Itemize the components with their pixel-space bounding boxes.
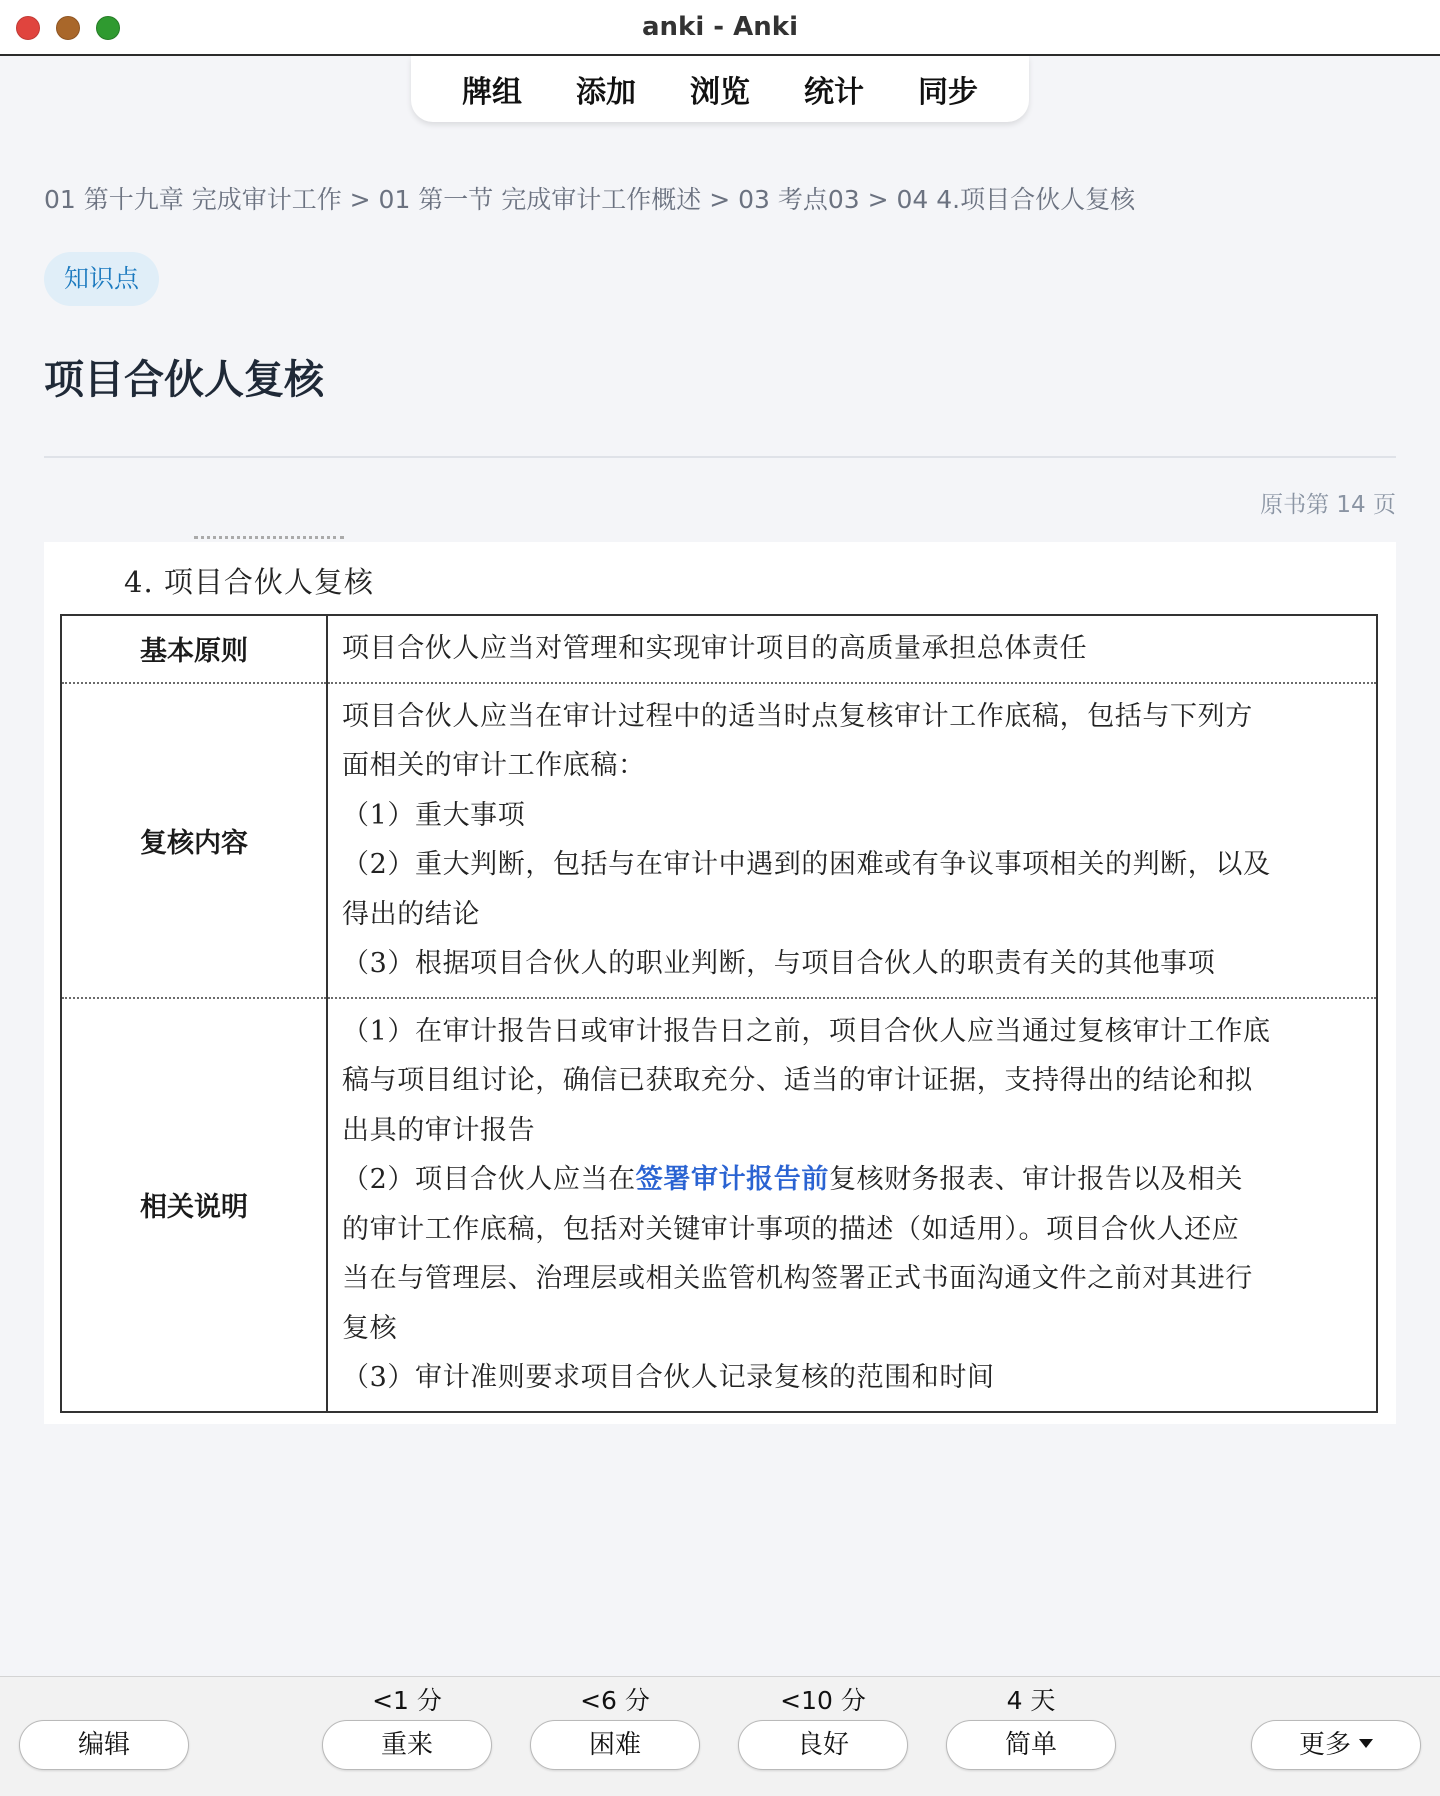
scanned-page-image (44, 542, 1396, 1424)
top-toolbar (411, 56, 1029, 122)
page-reference: 原书第 14 页 (1260, 492, 1396, 518)
more-button[interactable] (1251, 1720, 1421, 1770)
good-interval: <10 分 (780, 1686, 866, 1715)
edit-button[interactable]: 编辑 (19, 1720, 189, 1770)
row-content (327, 998, 1377, 1412)
row-content (327, 615, 1377, 683)
cropped-text-fragment (194, 536, 344, 546)
content-line: 的审计工作底稿，包括对关键审计事项的描述（如适用）。项目合伙人还应 (342, 1213, 1240, 1245)
content-line: 项目合伙人应当对管理和实现审计项目的高质量承担总体责任 (342, 633, 1088, 664)
nav-decks[interactable]: 牌组 (462, 75, 522, 110)
title-divider (44, 456, 1396, 458)
content-line: 面相关的审计工作底稿： (342, 750, 646, 781)
row-content (327, 683, 1377, 998)
again-button[interactable]: 重来 (322, 1720, 492, 1770)
content-line: （3）根据项目合伙人的职业判断，与项目合伙人的职责有关的其他事项 (342, 948, 1216, 979)
answer-bar (0, 1676, 1440, 1796)
card-title: 项目合伙人复核 (44, 357, 324, 403)
row-label: 复核内容 (61, 683, 327, 998)
content-line: （1）在审计报告日或审计报告日之前，项目合伙人应当通过复核审计工作底 (342, 1015, 1271, 1047)
easy-interval: 4 天 (1006, 1686, 1056, 1715)
line-text: （2）项目合伙人应当在 (342, 1164, 636, 1195)
content-line-highlighted (342, 1155, 1362, 1205)
content-line: （1）重大事项 (342, 799, 526, 831)
review-table (60, 614, 1378, 1413)
content-line: 复核 (342, 1312, 398, 1344)
line-text: 复核财务报表、审计报告以及相关 (828, 1164, 1243, 1195)
content-line: 稿与项目组讨论，确信已获取充分、适当的审计证据，支持得出的结论和拟 (342, 1065, 1253, 1096)
content-line: （3）审计准则要求项目合伙人记录复核的范围和时间 (342, 1362, 995, 1393)
nav-stats[interactable]: 统计 (804, 75, 864, 110)
window-title: anki - Anki (642, 12, 798, 42)
content-line: 得出的结论 (342, 898, 480, 930)
table-row (61, 683, 1377, 998)
content-line: 当在与管理层、治理层或相关监管机构签署正式书面沟通文件之前对其进行 (342, 1263, 1253, 1294)
content-line: 项目合伙人应当在审计过程中的适当时点复核审计工作底稿，包括与下列方 (342, 700, 1253, 732)
content-line: 出具的审计报告 (342, 1114, 536, 1146)
good-button[interactable]: 良好 (738, 1720, 908, 1770)
row-label: 相关说明 (61, 998, 327, 1412)
scan-heading: 4. 项目合伙人复核 (124, 565, 374, 599)
nav-sync[interactable]: 同步 (918, 75, 978, 110)
more-label: 更多 (1298, 1730, 1351, 1760)
table-row (61, 998, 1377, 1412)
table-row (61, 615, 1377, 683)
nav-browse[interactable]: 浏览 (690, 75, 750, 110)
again-interval: <1 分 (372, 1686, 442, 1715)
card-tag-badge: 知识点 (44, 252, 159, 306)
easy-button[interactable]: 简单 (946, 1720, 1116, 1770)
hard-button[interactable]: 困难 (530, 1720, 700, 1770)
title-bar (0, 0, 1440, 56)
row-label: 基本原则 (61, 615, 327, 683)
highlighted-phrase: 签署审计报告前 (635, 1164, 829, 1195)
content-line: （2）重大判断，包括与在审计中遇到的困难或有争议事项相关的判断，以及 (342, 849, 1271, 880)
breadcrumb: 01 第十九章 完成审计工作 > 01 第一节 完成审计工作概述 > 03 考点03 > 04 4.项目合伙人复核 (44, 185, 1136, 214)
chevron-down-icon (1359, 1739, 1373, 1748)
nav-add[interactable]: 添加 (576, 75, 636, 110)
hard-interval: <6 分 (580, 1686, 650, 1715)
